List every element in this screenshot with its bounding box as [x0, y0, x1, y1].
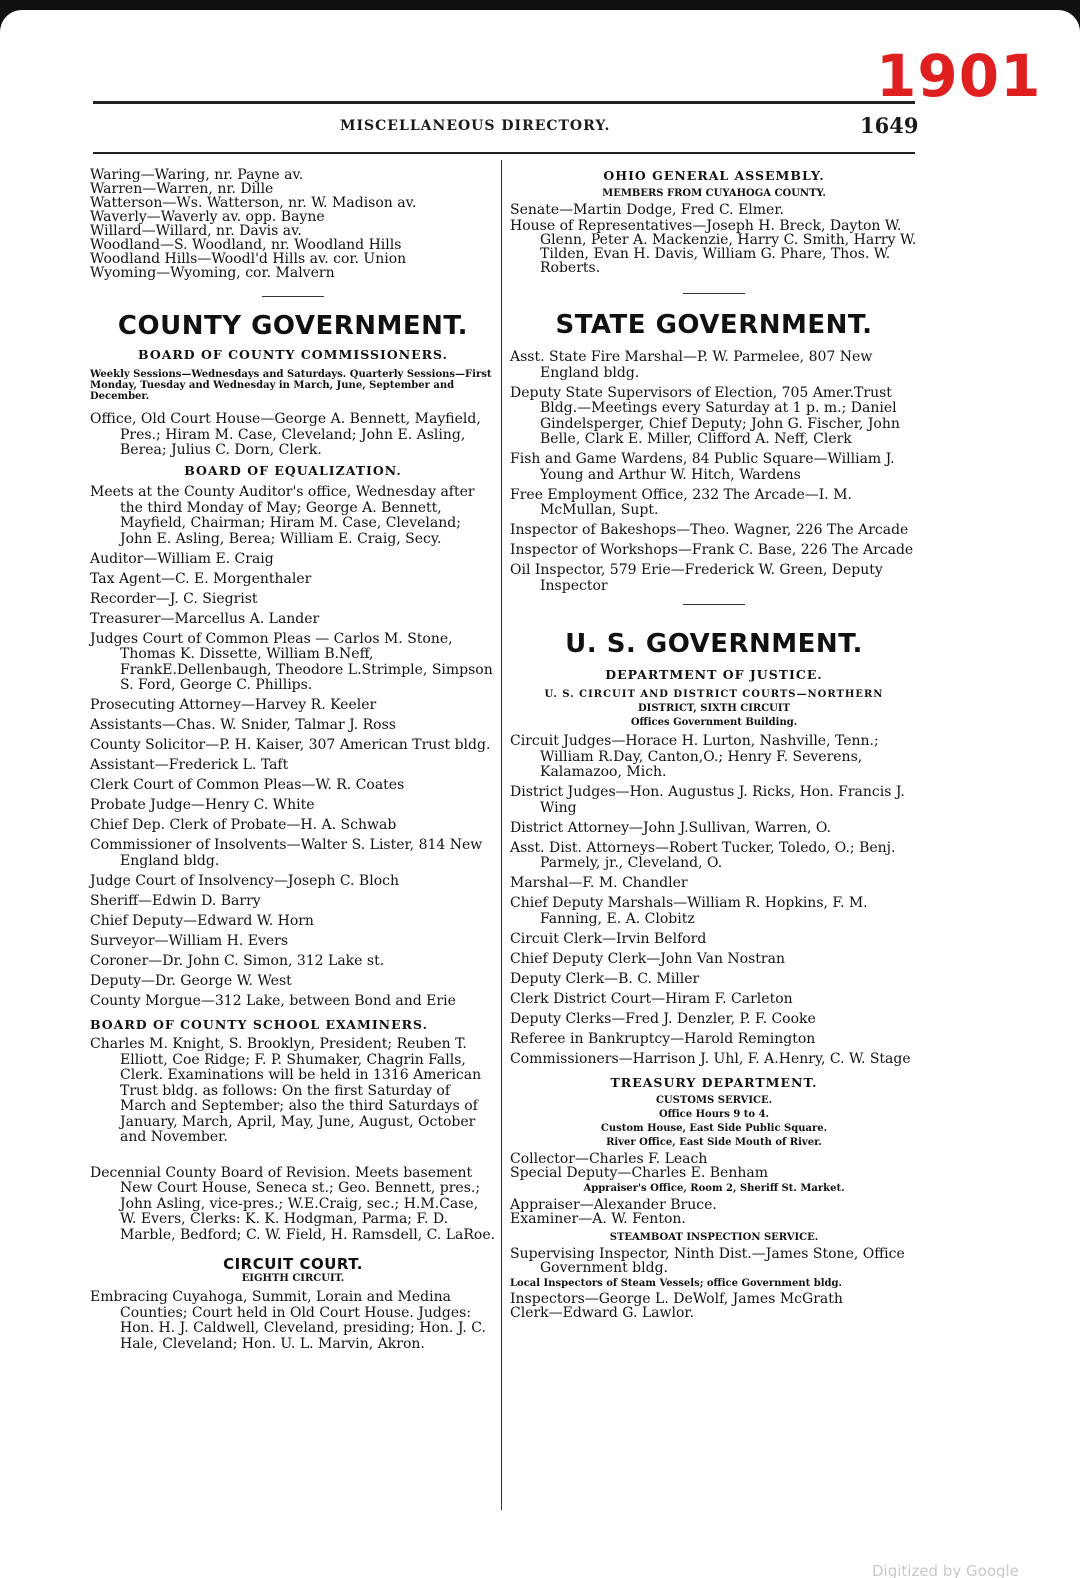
- circuit-court-text: Embracing Cuyahoga, Summit, Lorain and Medina Counties; Court held in Old Court House. Judges: Hon. H. J. Caldwell, Cleveland, presiding; Hon. J. C. Hale, Cleveland; Hon. U. L. Marvin, Akron.: [90, 1289, 486, 1352]
- justice-entry: Asst. Dist. Attorneys—Robert Tucker, Toledo, O.; Benj. Parmely, jr., Cleveland, O.: [510, 839, 896, 871]
- officer-entry: County Morgue—312 Lake, between Bond and Erie: [90, 992, 456, 1009]
- justice-entry: Chief Deputy Marshals—William R. Hopkins, F. M. Fanning, E. A. Clobitz: [510, 895, 868, 927]
- digitized-watermark: Digitized by Google: [872, 1562, 1019, 1578]
- us-government-title: U. S. GOVERNMENT.: [565, 629, 863, 659]
- justice-entry: Commissioners—Harrison J. Uhl, F. A.Henry, C. W. Stage: [510, 1050, 911, 1067]
- assembly-sub: MEMBERS FROM CUYAHOGA COUNTY.: [602, 188, 826, 199]
- left-column: [90, 168, 496, 1357]
- officer-entry: Recorder—J. C. Siegrist: [90, 590, 258, 607]
- customs-entry: Special Deputy—Charles E. Benham: [510, 1165, 768, 1181]
- justice-sub-offices: Offices Government Building.: [630, 717, 798, 728]
- officer-entry: Sheriff—Edwin D. Barry: [90, 892, 261, 909]
- river-office: River Office, East Side Mouth of River.: [606, 1137, 822, 1148]
- column-divider: [501, 160, 502, 1510]
- justice-entry: Circuit Clerk—Irvin Belford: [510, 930, 707, 947]
- officer-entry: Deputy—Dr. George W. West: [90, 972, 292, 989]
- street-entry: Woodland—S. Woodland, nr. Woodland Hills: [90, 237, 402, 253]
- street-entry: Waverly—Waverly av. opp. Bayne: [90, 209, 325, 225]
- assembly-entry: House of Representatives—Joseph H. Breck, Dayton W. Glenn, Peter A. Mackenzie, Harry C. Smith, Harry W. Tilden, Evan H. Davis, William G. Phare, Thos. W. Roberts.: [510, 218, 917, 276]
- steamboat-entry: Clerk—Edward G. Lawlor.: [510, 1305, 694, 1321]
- justice-entry: Clerk District Court—Hiram F. Carleton: [510, 990, 793, 1007]
- officer-entry: Chief Deputy—Edward W. Horn: [90, 912, 314, 929]
- justice-entry: Marshal—F. M. Chandler: [510, 875, 688, 891]
- street-entry: Wyoming—Wyoming, cor. Malvern: [90, 265, 335, 281]
- justice-entry: Deputy Clerk—B. C. Miller: [510, 970, 700, 987]
- officer-entry: Prosecuting Attorney—Harvey R. Keeler: [90, 697, 377, 713]
- officer-entry: Coroner—Dr. John C. Simon, 312 Lake st.: [90, 952, 385, 969]
- street-entry: Warren—Warren, nr. Dille: [90, 181, 274, 197]
- street-entry: Waring—Waring, nr. Payne av.: [90, 167, 304, 183]
- justice-entry: Referee in Bankruptcy—Harold Remington: [510, 1030, 816, 1047]
- right-column: [510, 168, 918, 1320]
- assembly-entry: Senate—Martin Dodge, Fred C. Elmer.: [510, 202, 784, 218]
- commissioners-heading: BOARD OF COUNTY COMMISSIONERS.: [138, 347, 448, 362]
- page-number: 1649: [860, 113, 919, 138]
- section-rule: [683, 293, 745, 294]
- county-officers-list: [90, 552, 496, 1010]
- section-rule: [262, 296, 324, 297]
- officer-entry: Assistants—Chas. W. Snider, Talmar J. Ross: [90, 717, 396, 733]
- justice-entry: Chief Deputy Clerk—John Van Nostran: [510, 950, 785, 967]
- justice-entries-list: [510, 734, 918, 1067]
- justice-sub-courts: U. S. CIRCUIT AND DISTRICT COURTS—NORTHERN: [544, 689, 884, 700]
- street-entry: Willard—Willard, nr. Davis av.: [90, 223, 302, 239]
- officer-entry: Judges Court of Common Pleas — Carlos M. Stone, Thomas K. Dissette, William B.Neff, FrankE.Dellenbaugh, Theodore L.Strimple, Simpson S. Ford, George C. Phillips.: [90, 630, 493, 693]
- justice-sub-district: DISTRICT, SIXTH CIRCUIT: [637, 703, 791, 714]
- officer-entry: Commissioner of Insolvents—Walter S. Lister, 814 New England bldg.: [90, 837, 483, 869]
- treasury-heading: TREASURY DEPARTMENT.: [610, 1075, 818, 1090]
- appraiser-entry: Examiner—A. W. Fenton.: [510, 1211, 686, 1227]
- steamboat-entry: Inspectors—George L. DeWolf, James McGrath: [510, 1291, 843, 1307]
- officer-entry: Probate Judge—Henry C. White: [90, 797, 315, 813]
- commissioners-sessions: Weekly Sessions—Wednesdays and Saturdays. Quarterly Sessions—First Monday, Tuesday and Wednesday in March, June, September and December.: [90, 369, 492, 402]
- state-entry: Fish and Game Wardens, 84 Public Square—William J. Young and Arthur W. Hitch, Wardens: [510, 451, 895, 483]
- officer-entry: Judge Court of Insolvency—Joseph C. Bloch: [90, 872, 399, 889]
- section-rule: [683, 604, 745, 605]
- street-entry: Woodland Hills—Woodl'd Hills av. cor. Union: [90, 251, 407, 267]
- justice-entry: Deputy Clerks—Fred J. Denzler, P. F. Cooke: [510, 1010, 816, 1027]
- state-entry: Asst. State Fire Marshal—P. W. Parmelee, 807 New England bldg.: [510, 349, 873, 381]
- commissioners-office: Office, Old Court House—George A. Bennett, Mayfield, Pres.; Hiram M. Case, Cleveland; John E. Asling, Berea; Julius C. Dorn, Clerk.: [90, 411, 481, 458]
- custom-house: Custom House, East Side Public Square.: [600, 1123, 828, 1134]
- state-entry: Inspector of Bakeshops—Theo. Wagner, 226 The Arcade: [510, 522, 909, 538]
- officer-entry: Surveyor—William H. Evers: [90, 932, 289, 949]
- justice-entry: District Attorney—John J.Sullivan, Warren, O.: [510, 819, 831, 836]
- supervising-inspector: Supervising Inspector, Ninth Dist.—James Stone, Office Government bldg.: [510, 1246, 905, 1276]
- justice-entry: Circuit Judges—Horace H. Lurton, Nashville, Tenn.; William R.Day, Canton,O.; Henry F. Severens, Kalamazoo, Mich.: [510, 733, 879, 780]
- state-entry: Oil Inspector, 579 Erie—Frederick W. Green, Deputy Inspector: [510, 562, 883, 594]
- appraisers-office: Appraiser's Office, Room 2, Sheriff St. Market.: [583, 1183, 845, 1194]
- officer-entry: County Solicitor—P. H. Kaiser, 307 American Trust bldg.: [90, 737, 491, 753]
- header-rule: [93, 152, 915, 154]
- county-government-title: COUNTY GOVERNMENT.: [117, 311, 469, 341]
- state-entry: Inspector of Workshops—Frank C. Base, 226 The Arcade: [510, 542, 914, 558]
- customs-entry: Collector—Charles F. Leach: [510, 1151, 708, 1167]
- running-head: MISCELLANEOUS DIRECTORY.: [340, 118, 611, 134]
- officer-entry: Chief Dep. Clerk of Probate—H. A. Schwab: [90, 817, 397, 833]
- officer-entry: Clerk Court of Common Pleas—W. R. Coates: [90, 777, 405, 793]
- local-inspectors: Local Inspectors of Steam Vessels; office Government bldg.: [510, 1278, 842, 1289]
- state-government-title: STATE GOVERNMENT.: [555, 310, 873, 340]
- circuit-court-sub: EIGHTH CIRCUIT.: [241, 1273, 345, 1284]
- state-entry: Deputy State Supervisors of Election, 705 Amer.Trust Bldg.—Meetings every Saturday at 1 p. m.; Daniel Gindelsperger, Chief Deputy; John G. Fischer, John Belle, Clark E. Miller, Clifford A. Neff, Clerk: [510, 384, 900, 447]
- year-label: 1901: [876, 42, 1042, 110]
- state-entry: Free Employment Office, 232 The Arcade—I. M. McMullan, Supt.: [510, 486, 852, 518]
- school-examiners-heading: BOARD OF COUNTY SCHOOL EXAMINERS.: [90, 1017, 428, 1032]
- customs-sub: CUSTOMS SERVICE.: [655, 1095, 773, 1106]
- justice-heading: DEPARTMENT OF JUSTICE.: [605, 667, 823, 682]
- appraiser-entry: Appraiser—Alexander Bruce.: [510, 1197, 717, 1213]
- office-hours: Office Hours 9 to 4.: [658, 1109, 770, 1120]
- circuit-court-heading: CIRCUIT COURT.: [223, 1255, 363, 1273]
- steamboat-sub: STEAMBOAT INSPECTION SERVICE.: [609, 1232, 819, 1243]
- board-of-revision-text: Decennial County Board of Revision. Meets basement New Court House, Seneca st.; Geo. Bennett, pres.; John Asling, vice-pres.; W.E.Craig, sec.; H.M.Case, W. Evers, Clerks: K. K. Hodgman, Parma; F. D. Marble, Bedford; C. W. Field, H. Ramsdell, C. LaRoe.: [90, 1164, 496, 1243]
- officer-entry: Assistant—Frederick L. Taft: [90, 757, 289, 773]
- state-entries-list: [510, 350, 918, 594]
- officer-entry: Treasurer—Marcellus A. Lander: [90, 610, 320, 627]
- top-rule: [93, 101, 915, 104]
- school-examiners-text: Charles M. Knight, S. Brooklyn, President; Reuben T. Elliott, Coe Ridge; F. P. Shumaker, Chagrin Falls, Clerk. Examinations will be held in 1316 American Trust bldg. as follows: On the first Saturday of March and September; also the third Saturdays of January, March, April, May, June, August, October and November.: [90, 1036, 482, 1145]
- street-list: [90, 168, 496, 280]
- equalization-text: Meets at the County Auditor's office, Wednesday after the third Monday of May; George A. Bennett, Mayfield, Chairman; Hiram M. Case, Cleveland; John E. Asling, Berea; William E. Craig, Secy.: [90, 484, 475, 547]
- street-entry: Watterson—Ws. Watterson, nr. W. Madison av.: [90, 195, 417, 211]
- assembly-heading: OHIO GENERAL ASSEMBLY.: [603, 168, 825, 183]
- justice-entry: District Judges—Hon. Augustus J. Ricks, Hon. Francis J. Wing: [510, 784, 905, 816]
- equalization-heading: BOARD OF EQUALIZATION.: [184, 463, 402, 478]
- officer-entry: Tax Agent—C. E. Morgenthaler: [90, 570, 312, 587]
- page-sheet: [0, 10, 1080, 1578]
- officer-entry: Auditor—William E. Craig: [90, 550, 274, 567]
